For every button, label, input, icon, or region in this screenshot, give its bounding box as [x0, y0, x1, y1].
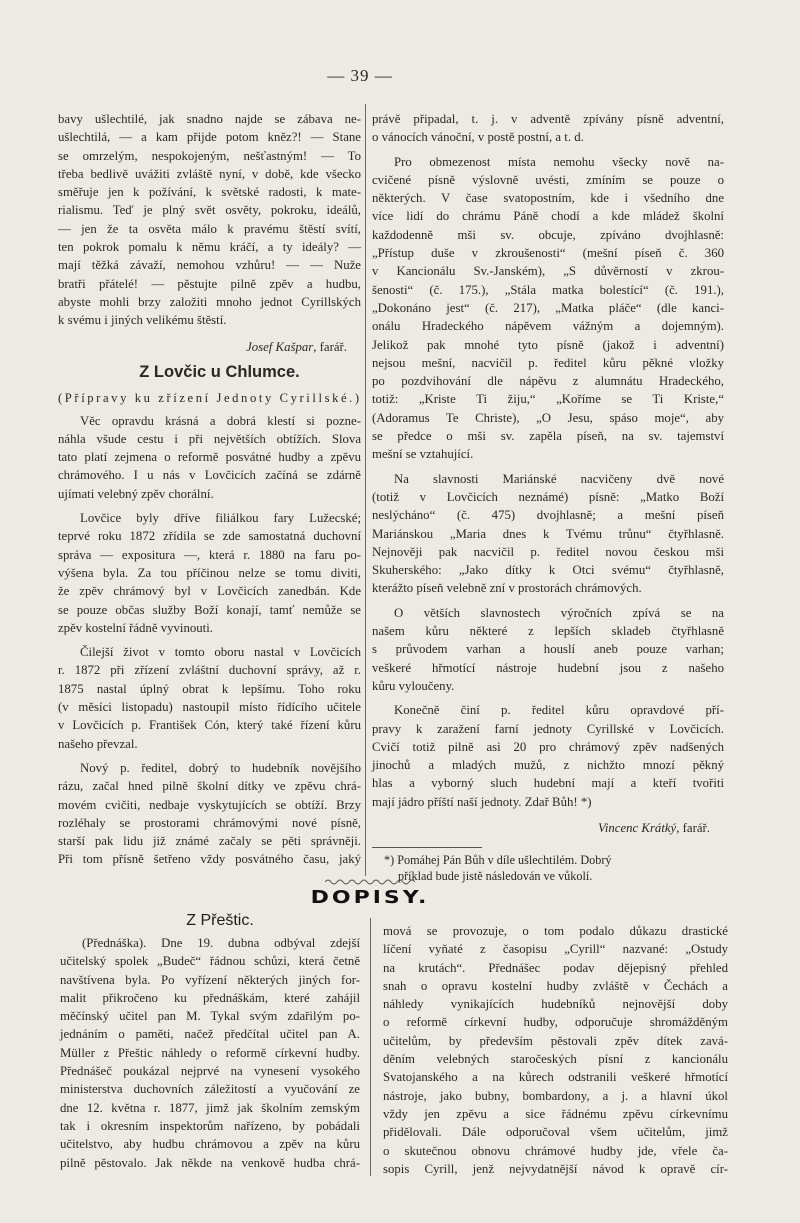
- text-line: učitelům, by především pěstovali zpěv dítek zavá-: [383, 1033, 728, 1048]
- text-line: pravy k zaražení farní jednoty Cyrillské v Lovčicích.: [372, 721, 724, 736]
- paragraph: [58, 110, 361, 330]
- article-title: Z Přeštic.: [186, 912, 254, 929]
- text-line: líčení vyňaté z časopisu „Cyrill“ nazvané: „Ostudy: [383, 942, 728, 957]
- text-line: Konečně činí p. ředitel kůru opravdové pří-: [394, 703, 724, 718]
- signature: [58, 336, 361, 358]
- text-line: „Přístup duše v zkroušenosti“ (mešní píseň č. 360: [372, 246, 724, 261]
- column-bottom-right: [383, 922, 728, 1184]
- text-line: tato platí zejmena o reformě posvátné hudby a zpěvu: [58, 450, 361, 465]
- text-line: o reformě církevní hudby, odporučuje shromážděným: [383, 1015, 728, 1030]
- text-line: učitelský spolek „Budeč“ řádnou schůzi, která četně: [60, 954, 360, 969]
- text-line: se omrzelým, nespokojeným, nešťastným! — To: [58, 148, 361, 163]
- text-line: mová se provozuje, o tom podalo důkazu drastické: [383, 924, 728, 938]
- paragraph: [60, 934, 360, 1172]
- text-line: 1875 nastal úplný obrat k lepšímu. Toho roku: [58, 681, 361, 696]
- paragraph: [372, 604, 724, 695]
- text-line: tak i okresním inspektorům nařízeno, by pobádali: [60, 1118, 360, 1133]
- text-line: na krutách“. Přednášec podav dějepisný přehled: [383, 960, 728, 975]
- text-line: Na slavnosti Mariánské nacvičeny dvě nové: [394, 471, 724, 486]
- text-line: malit přikročeno ku přednáškám, které zahájil: [60, 990, 360, 1005]
- text-line: výšena byla. Za tou příčinou nelze se tomu diviti,: [58, 565, 361, 580]
- text-line: ušlechtilá, — a kam přijde potom kněz?! — Stane: [58, 130, 361, 145]
- text-line: Cvičí totiž pilně asi 20 pro chrámový zpěv nadšených: [372, 739, 724, 754]
- text-line: přidělovali. Dále odporučoval všem učitelům, jimž: [383, 1125, 728, 1140]
- column-top-left: [58, 110, 361, 875]
- text-line: Mariánskou „Maria dnes k Tvému trůnu“ čtyřhlasně.: [372, 526, 724, 541]
- text-line: právě připadal, t. j. v adventě zpívány písně adventní,: [372, 112, 724, 126]
- text-line: chrámového. I u nás v Lovčicích začíná se zdárně: [58, 468, 361, 483]
- text-line: teprvé roku 1872 zřídila se zde samostatná duchovní: [58, 529, 361, 544]
- text-line: v Kancionálu Sv.-Janském), „S důvěrností v zkrou-: [372, 264, 724, 279]
- text-line: směřuje jen k požívání, k světské radosti, k mate-: [58, 185, 361, 200]
- text-line: jednáním o paměti, načež předčítal učitel pan A.: [60, 1027, 360, 1042]
- text-line: po pozdvihování dle nápěvu z alumnátu Hradeckého,: [372, 374, 724, 389]
- paragraph: [58, 509, 361, 637]
- text-line: Čilejší život v tomto oboru nastal v Lovčicích: [80, 645, 361, 660]
- text-line: (totiž v Lovčicích neznámé) písně: „Matko Boží: [372, 489, 724, 504]
- text-line: mají jádro příští naší jednoty. Zdař Bůh! *): [372, 794, 592, 809]
- text-line: r. 1872 při zřízení zvláštní duchovní správy, až r.: [58, 663, 361, 678]
- article-title: Z Lovčic u Chlumce.: [139, 362, 300, 381]
- text-line: Nový p. ředitel, dobrý to hudebník novějšího: [80, 760, 361, 775]
- text-line: náhla všude cestu i při největších obtížích. Slova: [58, 431, 361, 446]
- paragraph: [58, 412, 361, 503]
- text-line: cvičené písně výslovně uvésti, zmíním se pouze o: [372, 172, 724, 187]
- text-line: Müller z Přeštic náhledy o reformě církevní hudby.: [60, 1045, 360, 1060]
- text-line: (Adoramus Te Christe), „O Jesu, spáso moje“, aby: [372, 410, 724, 425]
- text-line: Přednášeč poukázal nejprvé na vynesení vysokého: [60, 1064, 360, 1079]
- text-line: Při tom přísně šetřeno vždy posvátného času, jaký: [58, 852, 361, 867]
- text-line: v Lovčicích p. František Cón, který také řízení kůru: [58, 718, 361, 733]
- section-heading: DOPISY.: [310, 887, 430, 908]
- text-line: kterážto píseň velebně zní v prostorách chrámových.: [372, 581, 642, 596]
- column-divider-top: [365, 104, 366, 876]
- footnote: [372, 852, 724, 884]
- text-line: onálu Hradeckého nápěvem vážným a dojemným).: [372, 319, 724, 334]
- article-subtitle: (Přípravy ku zřízení Jednoty Cyrillské.): [58, 390, 362, 405]
- text-line: Věc opravdu krásná a dobrá klestí si pozne-: [80, 413, 361, 428]
- text-line: Nejnověji pak nacvičil p. ředitel novou českou mši: [372, 544, 724, 559]
- text-line: zpěv kostelní řádně vyvinouti.: [58, 620, 213, 635]
- paragraph: [372, 153, 724, 464]
- text-line: více lidí do chrámu Páně chodí a kde mládež školní: [372, 209, 724, 224]
- text-line: ten pokrok pomalu k němu kráčí, a ty ideály? —: [58, 240, 361, 255]
- paragraph: [58, 643, 361, 753]
- footnote-rule: [372, 847, 482, 848]
- text-line: ministerstva duchovních záležitostí a vyučování ze: [60, 1082, 360, 1097]
- text-line: náhledy vynikajících hudebníků nejnovější doby: [383, 997, 728, 1012]
- text-line: (v měsíci listopadu) nastoupil místo řídícího učitele: [58, 700, 361, 715]
- text-line: Skuherského: „Jako dítky k Otci svému“ čtyřhlasně,: [372, 563, 724, 578]
- text-line: rázu, začal hned pilně školní dítky ve zpěvu chrá-: [58, 779, 361, 794]
- paragraph: [372, 110, 724, 147]
- signature-name: Josef Kašpar: [246, 339, 314, 354]
- text-line: *) Pomáhej Pán Bůh v díle ušlechtilém. Dobrý: [384, 852, 612, 867]
- text-line: šenosti“ (č. 175.), „Stála matka bolestící“ (č. 191.),: [372, 282, 724, 297]
- signature: [372, 817, 724, 839]
- text-line: Pro obmezenost místa nemohu všecky nově na-: [394, 154, 724, 169]
- text-line: Jelikož pak mnohé tyto písně (jakož i adventní): [372, 337, 724, 352]
- text-line: Svatojanského a na kůrech odstranili veškeré hřmotící: [383, 1070, 728, 1085]
- signature-name: Vincenc Krátký: [597, 820, 677, 835]
- text-line: bavy ušlechtilé, jak snadno najde se zábava ne-: [58, 112, 361, 126]
- text-line: dne 12. května r. 1877, jimž jak školním zemským: [60, 1100, 360, 1115]
- text-line: nejsou mešní, nacvičil p. ředitel kůru pěkné vložky: [372, 355, 724, 370]
- text-line: abyste mohli brzy založiti mnoho jednot Cyrillských: [58, 294, 361, 309]
- text-line: hlas a vyborný sluch hudební mají a kteří tvořiti: [372, 776, 724, 791]
- text-line: nástroje, jako bubny, bombardony, a j. a hlavní úkol: [383, 1088, 728, 1103]
- signature-title: , farář.: [313, 339, 347, 354]
- text-line: že zpěv chrámový byl v Lovčicích zanedbán. Kde: [58, 584, 361, 599]
- text-line: se předce o mši sv. zapěla píseň, na sv. tajemství: [372, 429, 724, 444]
- text-line: bratři přátelé! — pěstujte pilně zpěv a hudbu,: [58, 276, 361, 291]
- text-line: o vánocích vánoční, v postě postní, a t. d.: [372, 130, 584, 145]
- text-line: — jen že ta osvěta málo k pravému štěstí svítí,: [58, 221, 361, 236]
- text-line: „Dokonáno jest“ (č. 217), „Matka pláče“ (dle kanci-: [372, 300, 724, 315]
- text-line: správa — expositura —, která r. 1880 na faru po-: [58, 547, 361, 562]
- text-line: příklad bude jistě následován ve vůkolí.: [398, 868, 593, 883]
- text-line: snah o opravu kostelní hudby zvláště v Čechách a: [383, 978, 728, 993]
- column-bottom-left: [60, 908, 360, 1178]
- text-line: mešní se vztahující.: [372, 447, 474, 462]
- text-line: rialismu. Teď je plný svět osvěty, pokroku, ideálů,: [58, 203, 361, 218]
- text-line: veškeré hřmotící nástroje hudební jsou z našeho: [372, 660, 724, 675]
- column-divider-bottom: [370, 918, 371, 1176]
- text-line: mají těžká závaží, nemohou vzhůru! — — Nuže: [58, 258, 361, 273]
- paragraph: [372, 470, 724, 598]
- page-number: — 39 —: [327, 66, 393, 85]
- paragraph: [58, 759, 361, 869]
- text-line: ujímati velebný zpěv chorální.: [58, 486, 214, 501]
- text-line: rozléhaly se prostorami chrámovými nové písně,: [58, 815, 361, 830]
- text-line: O větších slavnostech výročních zpívá se na: [394, 605, 724, 620]
- column-top-right: [372, 110, 724, 884]
- text-line: totiž: „Kriste Ti žiju,“ „Koříme se Ti Kriste,“: [372, 392, 724, 407]
- text-line: měčínský učitel pan M. Tykal svým zdařilým po-: [60, 1009, 360, 1024]
- text-line: k svému i jiných velikému štěstí.: [58, 313, 227, 328]
- text-line: vždy jen zpěvu a sice řádnému zpěvu církevnímu: [383, 1106, 728, 1121]
- text-line: neslýcháno“ (č. 475) dvojhlasně; a mešní píseň: [372, 508, 724, 523]
- text-line: Lovčice byly dříve filiálkou fary Lužecské;: [80, 511, 361, 526]
- signature-title: , farář.: [676, 820, 710, 835]
- text-line: našeho převzal.: [58, 736, 138, 751]
- text-line: jinochů a mladých mužů, z nichžto mnozí pěkný: [372, 758, 724, 773]
- text-line: některých. V čase svatopostním, kde i všedního dne: [372, 191, 724, 206]
- text-line: movém cvičiti, nedbaje vyskytujících se obtíží. Brzy: [58, 797, 361, 812]
- text-line: sopis Cyrill, jenž nejvydatnější návod k opravě cír-: [383, 1161, 728, 1176]
- text-line: kůru vyloučeny.: [372, 678, 455, 693]
- text-line: navštívena byla. Po vyřízení některých jiných for-: [60, 972, 360, 987]
- text-line: každodenně mši sv. obcuje, zpíváno dvojhlasně:: [372, 227, 724, 242]
- wavy-ornament: [325, 878, 415, 886]
- text-line: starší pak lidu již známé začaly se pěti správněji.: [58, 834, 361, 849]
- text-line: se pouze občas služby Boží konají, tamť nemůže se: [58, 602, 361, 617]
- text-line: s průvodem varhan a houslí aneb pouze varhan;: [372, 642, 724, 657]
- paragraph: [383, 922, 728, 1178]
- text-line: děním velebných staročeských písní z kancionálu: [383, 1052, 728, 1067]
- text-line: třeba bedlivě uvážiti zvláště nyní, v době, kde všecko: [58, 166, 361, 181]
- text-line: učitelstvo, aby hudbu chrámovou a zpěv na kůru: [60, 1137, 360, 1152]
- text-line: pilně pěstovalo. Jak někde na venkově hudba chrá-: [60, 1155, 360, 1170]
- paragraph: [372, 701, 724, 811]
- text-line: (Přednáška). Dne 19. dubna odbýval zdejší: [82, 936, 360, 950]
- text-line: našem kůru některé z lepších skladeb čtyřhlasně: [372, 624, 724, 639]
- text-line: o skutečnou obnovu chrámové hudby jde, vřele ča-: [383, 1143, 728, 1158]
